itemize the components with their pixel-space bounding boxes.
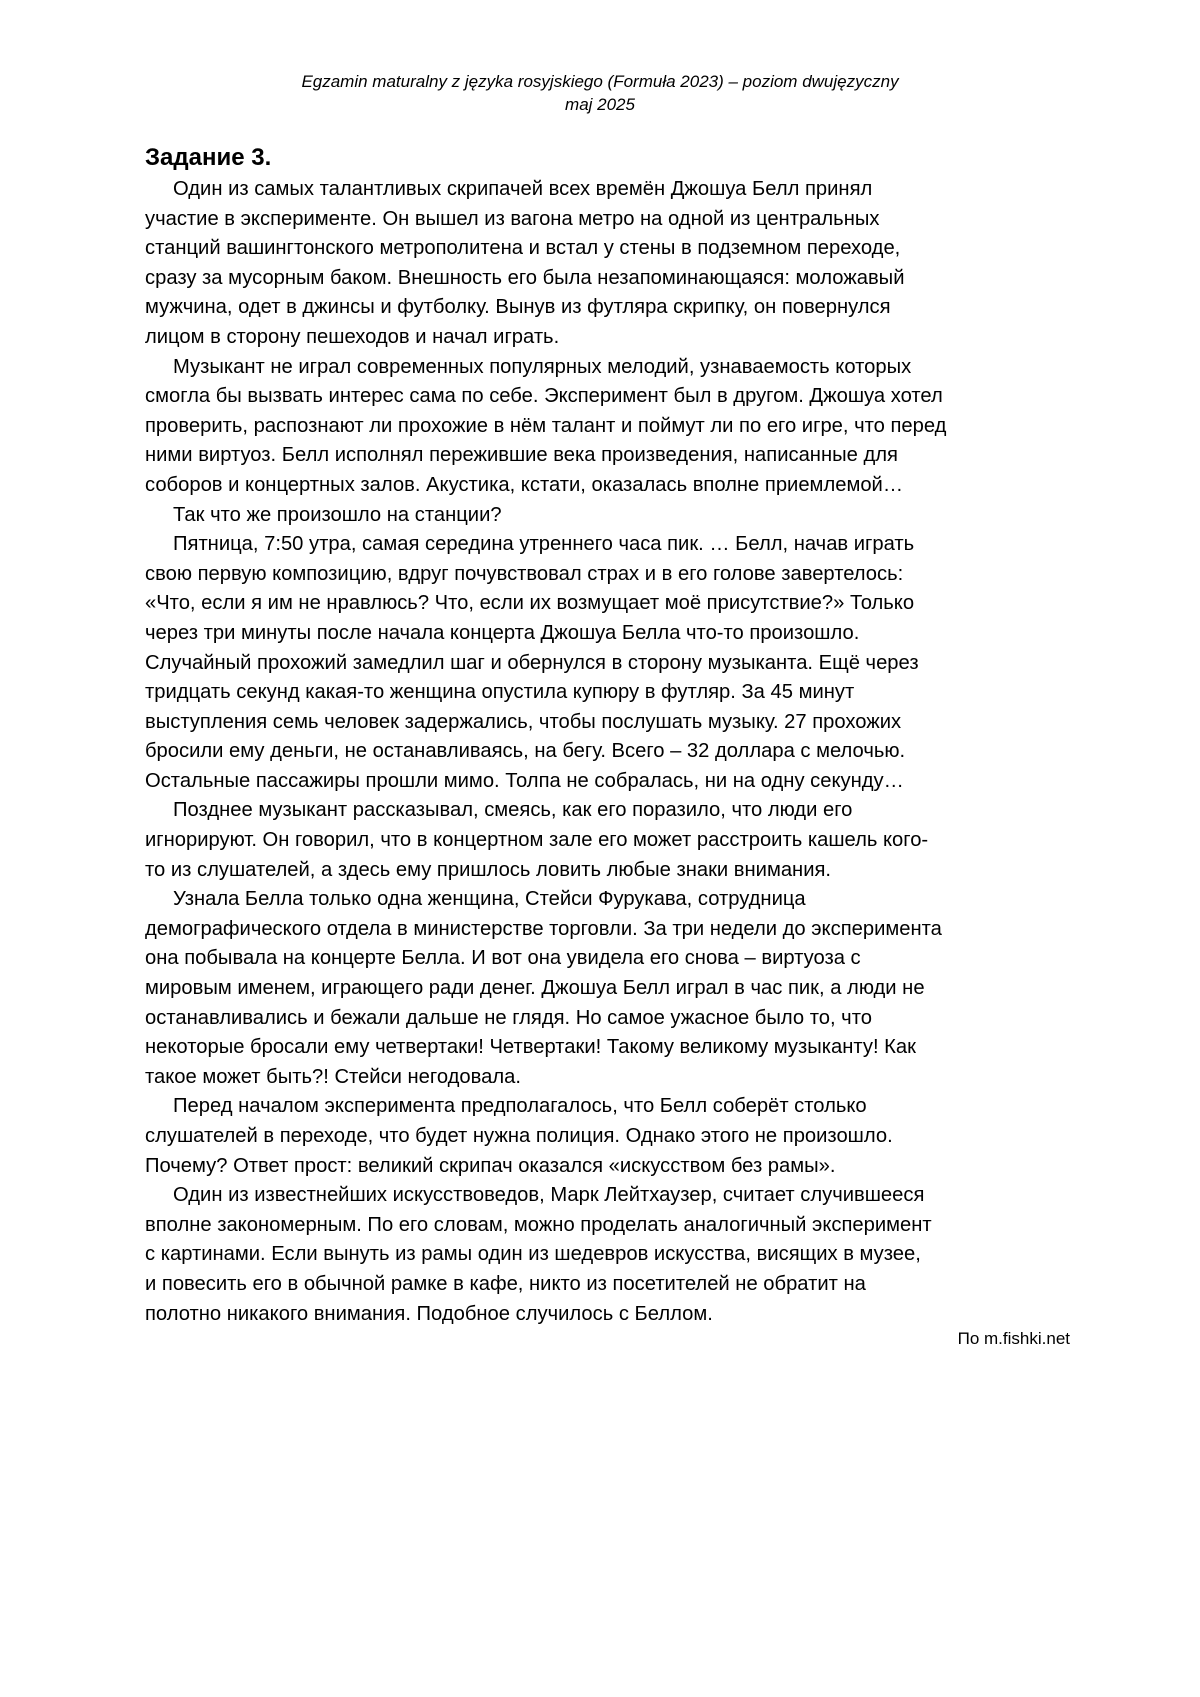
text-line: ними виртуоз. Белл исполнял пережившие века произведения, написанные для	[145, 444, 898, 467]
text-line: Так что же произошло на станции?	[173, 503, 502, 526]
paragraph	[145, 353, 1050, 501]
paragraph	[145, 175, 1050, 353]
page-header	[0, 70, 1200, 116]
text-line: выступления семь человек задержались, чтобы послушать музыку. 27 прохожих	[145, 710, 902, 733]
paragraph	[145, 530, 1050, 796]
text-line: сразу за мусорным баком. Внешность его была незапоминающаяся: моложавый	[145, 266, 905, 289]
text-line: свою первую композицию, вдруг почувствовал страх и в его голове завертелось:	[145, 562, 904, 585]
text-line: игнорируют. Он говорил, что в концертном зале его может расстроить кашель кого-	[145, 829, 929, 852]
text-line: Музыкант не играл современных популярных мелодий, узнаваемость которых	[173, 355, 912, 378]
text-line: полотно никакого внимания. Подобное случилось с Беллом.	[145, 1302, 713, 1325]
text-line: смогла бы вызвать интерес сама по себе. Эксперимент был в другом. Джошуа хотел	[145, 385, 943, 408]
paragraph	[145, 796, 1050, 885]
text-line: мировым именем, играющего ради денег. Джошуа Белл играл в час пик, а люди не	[145, 977, 925, 1000]
text-line: мужчина, одет в джинсы и футболку. Вынув из футляра скрипку, он повернулся	[145, 296, 891, 319]
text-line: Почему? Ответ прост: великий скрипач оказался «искусством без рамы».	[145, 1154, 836, 1177]
text-line: с картинами. Если вынуть из рамы один из шедевров искусства, висящих в музее,	[145, 1243, 921, 1266]
text-line: и повесить его в обычной рамке в кафе, никто из посетителей не обратит на	[145, 1272, 866, 1295]
text-line: Перед началом эксперимента предполагалось, что Белл соберёт столько	[173, 1095, 867, 1118]
text-line: она побывала на концерте Белла. И вот она увидела его снова – виртуоза с	[145, 947, 861, 970]
text-line: Остальные пассажиры прошли мимо. Толпа не собралась, ни на одну секунду…	[145, 769, 904, 792]
paragraph	[145, 501, 1050, 531]
text-line: участие в эксперименте. Он вышел из вагона метро на одной из центральных	[145, 207, 880, 230]
task-content	[145, 143, 1050, 1329]
text-line: «Что, если я им не нравлюсь? Что, если их возмущает моё присутствие?» Только	[145, 592, 915, 615]
text-line: такое может быть?! Стейси негодовала.	[145, 1065, 521, 1088]
text-line: вполне закономерным. По его словам, можно проделать аналогичный эксперимент	[145, 1213, 932, 1236]
text-line: Один из самых талантливых скрипачей всех времён Джошуа Белл принял	[173, 178, 873, 200]
header-exam-title: Egzamin maturalny z języka rosyjskiego (Formuła 2023) – poziom dwujęzyczny	[301, 72, 899, 91]
text-line: через три минуты после начала концерта Джошуа Белла что-то произошло.	[145, 621, 860, 644]
text-line: слушателей в переходе, что будет нужна полиция. Однако этого не произошло.	[145, 1125, 893, 1147]
text-line: Позднее музыкант рассказывал, смеясь, как его поразило, что люди его	[173, 799, 853, 822]
text-body	[145, 175, 1050, 1329]
paragraph	[145, 885, 1050, 1092]
text-line: Один из известнейших искусствоведов, Марк Лейтхаузер, считает случившееся	[173, 1184, 925, 1207]
text-line: Пятница, 7:50 утра, самая середина утреннего часа пик. … Белл, начав играть	[173, 533, 915, 556]
text-line: некоторые бросали ему четвертаки! Четвертаки! Такому великому музыканту! Как	[145, 1036, 916, 1059]
text-line: Узнала Белла только одна женщина, Стейси Фурукава, сотрудница	[173, 888, 806, 911]
text-line: тридцать секунд какая-то женщина опустила купюру в футляр. За 45 минут	[145, 681, 855, 704]
text-line: лицом в сторону пешеходов и начал играть.	[145, 325, 560, 348]
task-title: Задание 3.	[145, 144, 272, 171]
text-line: проверить, распознают ли прохожие в нём талант и поймут ли по его игре, что перед	[145, 414, 947, 437]
text-line: то из слушателей, а здесь ему пришлось ловить любые знаки внимания.	[145, 858, 832, 881]
text-line: станций вашингтонского метрополитена и встал у стены в подземном переходе,	[145, 237, 901, 260]
text-line: останавливались и бежали дальше не глядя. Но самое ужасное было то, что	[145, 1006, 872, 1029]
text-line: демографического отдела в министерстве торговли. За три недели до эксперимента	[145, 917, 942, 940]
paragraph	[145, 1092, 1050, 1181]
paragraph	[145, 1181, 1050, 1329]
source-attribution: По m.fishki.net	[957, 1329, 1070, 1348]
text-line: соборов и концертных залов. Акустика, кстати, оказалась вполне приемлемой…	[145, 473, 904, 496]
header-exam-date: maj 2025	[565, 95, 635, 114]
text-line: бросили ему деньги, не останавливаясь, на бегу. Всего – 32 доллара с мелочью.	[145, 740, 906, 763]
text-line: Случайный прохожий замедлил шаг и обернулся в сторону музыканта. Ещё через	[145, 651, 919, 674]
